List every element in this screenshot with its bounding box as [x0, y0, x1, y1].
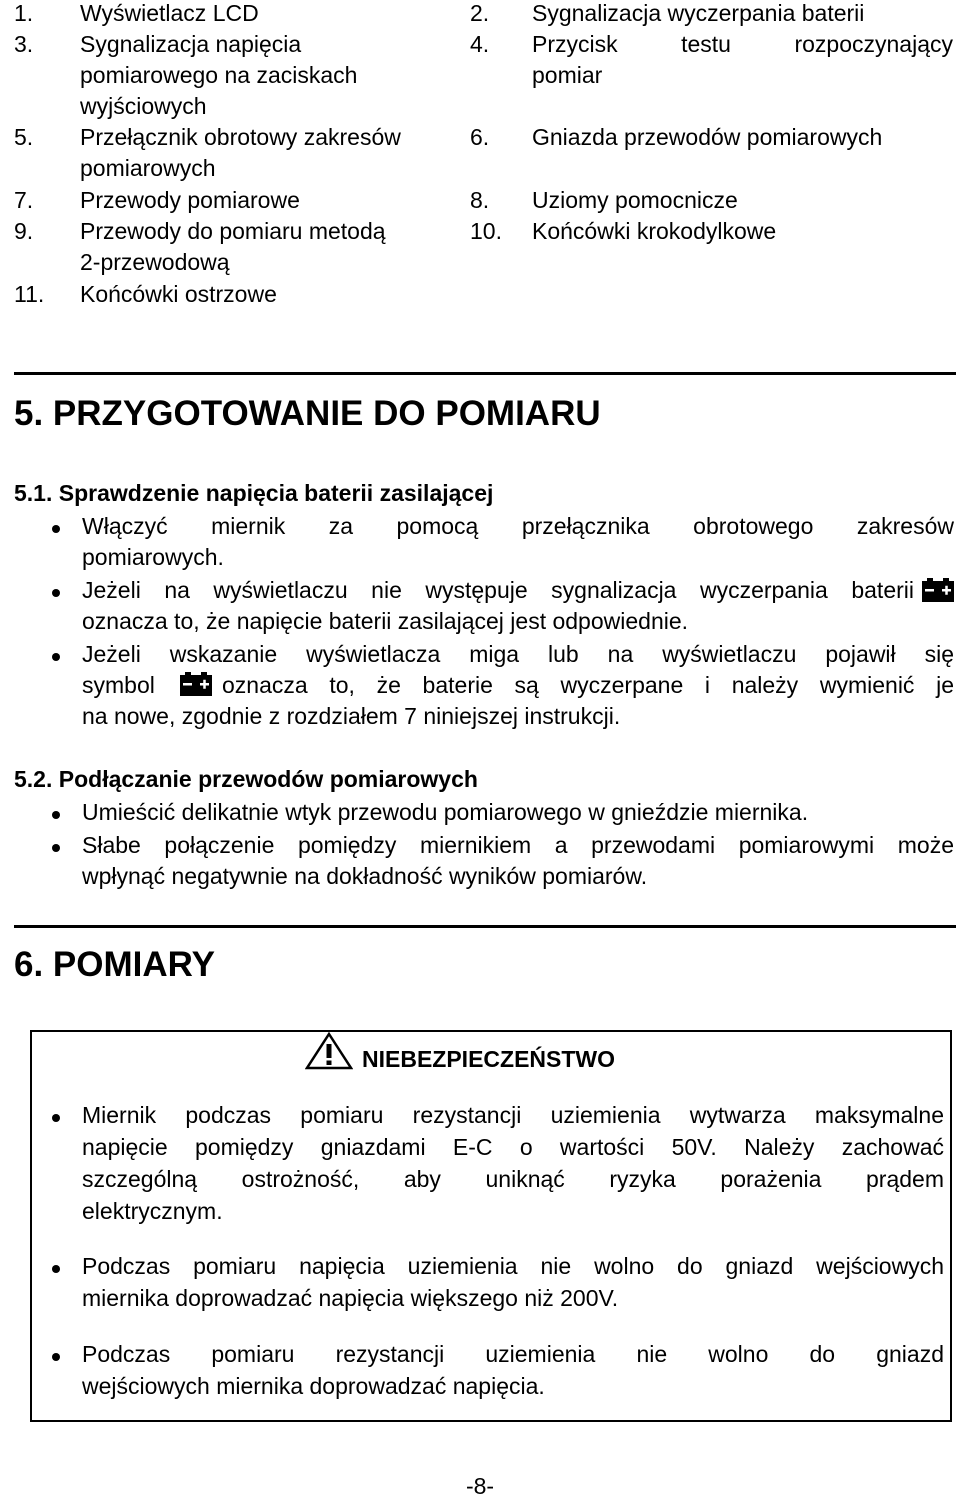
legend-text: Uziomy pomocnicze [532, 187, 738, 213]
section-6-title: 6. POMIARY [14, 945, 215, 984]
paragraph-line: Umieścić delikatnie wtyk przewodu pomiarowego w gnieździe miernika. [82, 799, 809, 825]
section-divider [14, 372, 956, 375]
legend-num: 3. [14, 31, 34, 57]
paragraph-line: wpłynąć negatywnie na dokładność wyników pomiarów. [82, 863, 648, 889]
paragraph-line: Jeżeli wskazanie wyświetlacza miga lub na wyświetlaczu pojawił się [82, 641, 954, 667]
bullet [52, 1114, 60, 1122]
warning-triangle-icon [305, 1032, 353, 1070]
battery-low-icon [922, 578, 954, 602]
page-number: -8- [465, 1473, 495, 1499]
bullet [52, 1353, 60, 1361]
warning-line: elektrycznym. [82, 1198, 223, 1224]
legend-num: 9. [14, 218, 34, 244]
legend-num: 6. [470, 124, 490, 150]
paragraph-line: Słabe połączenie pomiędzy miernikiem a przewodami pomiarowymi może [82, 832, 954, 858]
paragraph-line: Włączyć miernik za pomocą przełącznika obrotowego zakresów [82, 513, 954, 539]
legend-text: Wyświetlacz LCD [80, 0, 259, 26]
bullet [52, 589, 60, 597]
warning-line: Podczas pomiaru napięcia uziemienia nie wolno do gniazd wejściowych [82, 1253, 944, 1279]
paragraph-line: symbol [82, 672, 155, 698]
warning-line: miernika doprowadzać napięcia większego niż 200V. [82, 1285, 619, 1311]
legend-text: Gniazda przewodów pomiarowych [532, 124, 883, 150]
warning-line: napięcie pomiędzy gniazdami E-C o wartości 50V. Należy zachować [82, 1134, 944, 1160]
legend-text: wyjściowych [80, 93, 207, 119]
warning-line: Podczas pomiaru rezystancji uziemienia nie wolno do gniazd [82, 1341, 944, 1367]
legend-text: Sygnalizacja wyczerpania baterii [532, 0, 865, 26]
paragraph-line: oznacza to, że napięcie baterii zasilającej jest odpowiednie. [82, 608, 689, 634]
legend-text: Przycisk testu rozpoczynający [532, 31, 953, 57]
bullet [52, 844, 60, 852]
danger-heading: NIEBEZPIECZEŃSTWO [362, 1046, 616, 1072]
warning-line: wejściowych miernika doprowadzać napięcia. [82, 1373, 545, 1399]
legend-text: Przełącznik obrotowy zakresów [80, 124, 401, 150]
legend-num: 2. [470, 0, 490, 26]
bullet [52, 811, 60, 819]
legend-num: 1. [14, 0, 34, 26]
legend-text: Przewody pomiarowe [80, 187, 300, 213]
legend-text: pomiarowych [80, 155, 216, 181]
subsection-5-1-title: 5.1. Sprawdzenie napięcia baterii zasilającej [14, 480, 494, 506]
battery-low-icon [180, 672, 212, 696]
section-5-title: 5. PRZYGOTOWANIE DO POMIARU [14, 394, 601, 433]
paragraph-line: na nowe, zgodnie z rozdziałem 7 niniejszej instrukcji. [82, 703, 621, 729]
legend-text: Przewody do pomiaru metodą [80, 218, 386, 244]
legend-text: pomiarowego na zaciskach [80, 62, 358, 88]
legend-text: 2-przewodową [80, 249, 230, 275]
paragraph-line: pomiarowych. [82, 544, 224, 570]
legend-num: 5. [14, 124, 34, 150]
legend-text: Końcówki ostrzowe [80, 281, 277, 307]
legend-num: 4. [470, 31, 490, 57]
warning-line: szczególną ostrożność, aby uniknąć ryzyka porażenia prądem [82, 1166, 944, 1192]
subsection-5-2-title: 5.2. Podłączanie przewodów pomiarowych [14, 766, 478, 792]
legend-num: 8. [470, 187, 490, 213]
legend-text: Końcówki krokodylkowe [532, 218, 777, 244]
paragraph-line: Jeżeli na wyświetlaczu nie występuje sygnalizacja wyczerpania baterii [82, 577, 914, 603]
paragraph-line: oznacza to, że baterie są wyczerpane i należy wymienić je [222, 672, 954, 698]
bullet [52, 1265, 60, 1273]
bullet [52, 653, 60, 661]
bullet [52, 525, 60, 533]
section-divider [14, 925, 956, 928]
legend-num: 7. [14, 187, 34, 213]
legend-num: 10. [470, 218, 502, 244]
legend-text: Sygnalizacja napięcia [80, 31, 302, 57]
warning-line: Miernik podczas pomiaru rezystancji uziemienia wytwarza maksymalne [82, 1102, 944, 1128]
legend-num: 11. [14, 281, 45, 307]
legend-text: pomiar [532, 62, 603, 88]
